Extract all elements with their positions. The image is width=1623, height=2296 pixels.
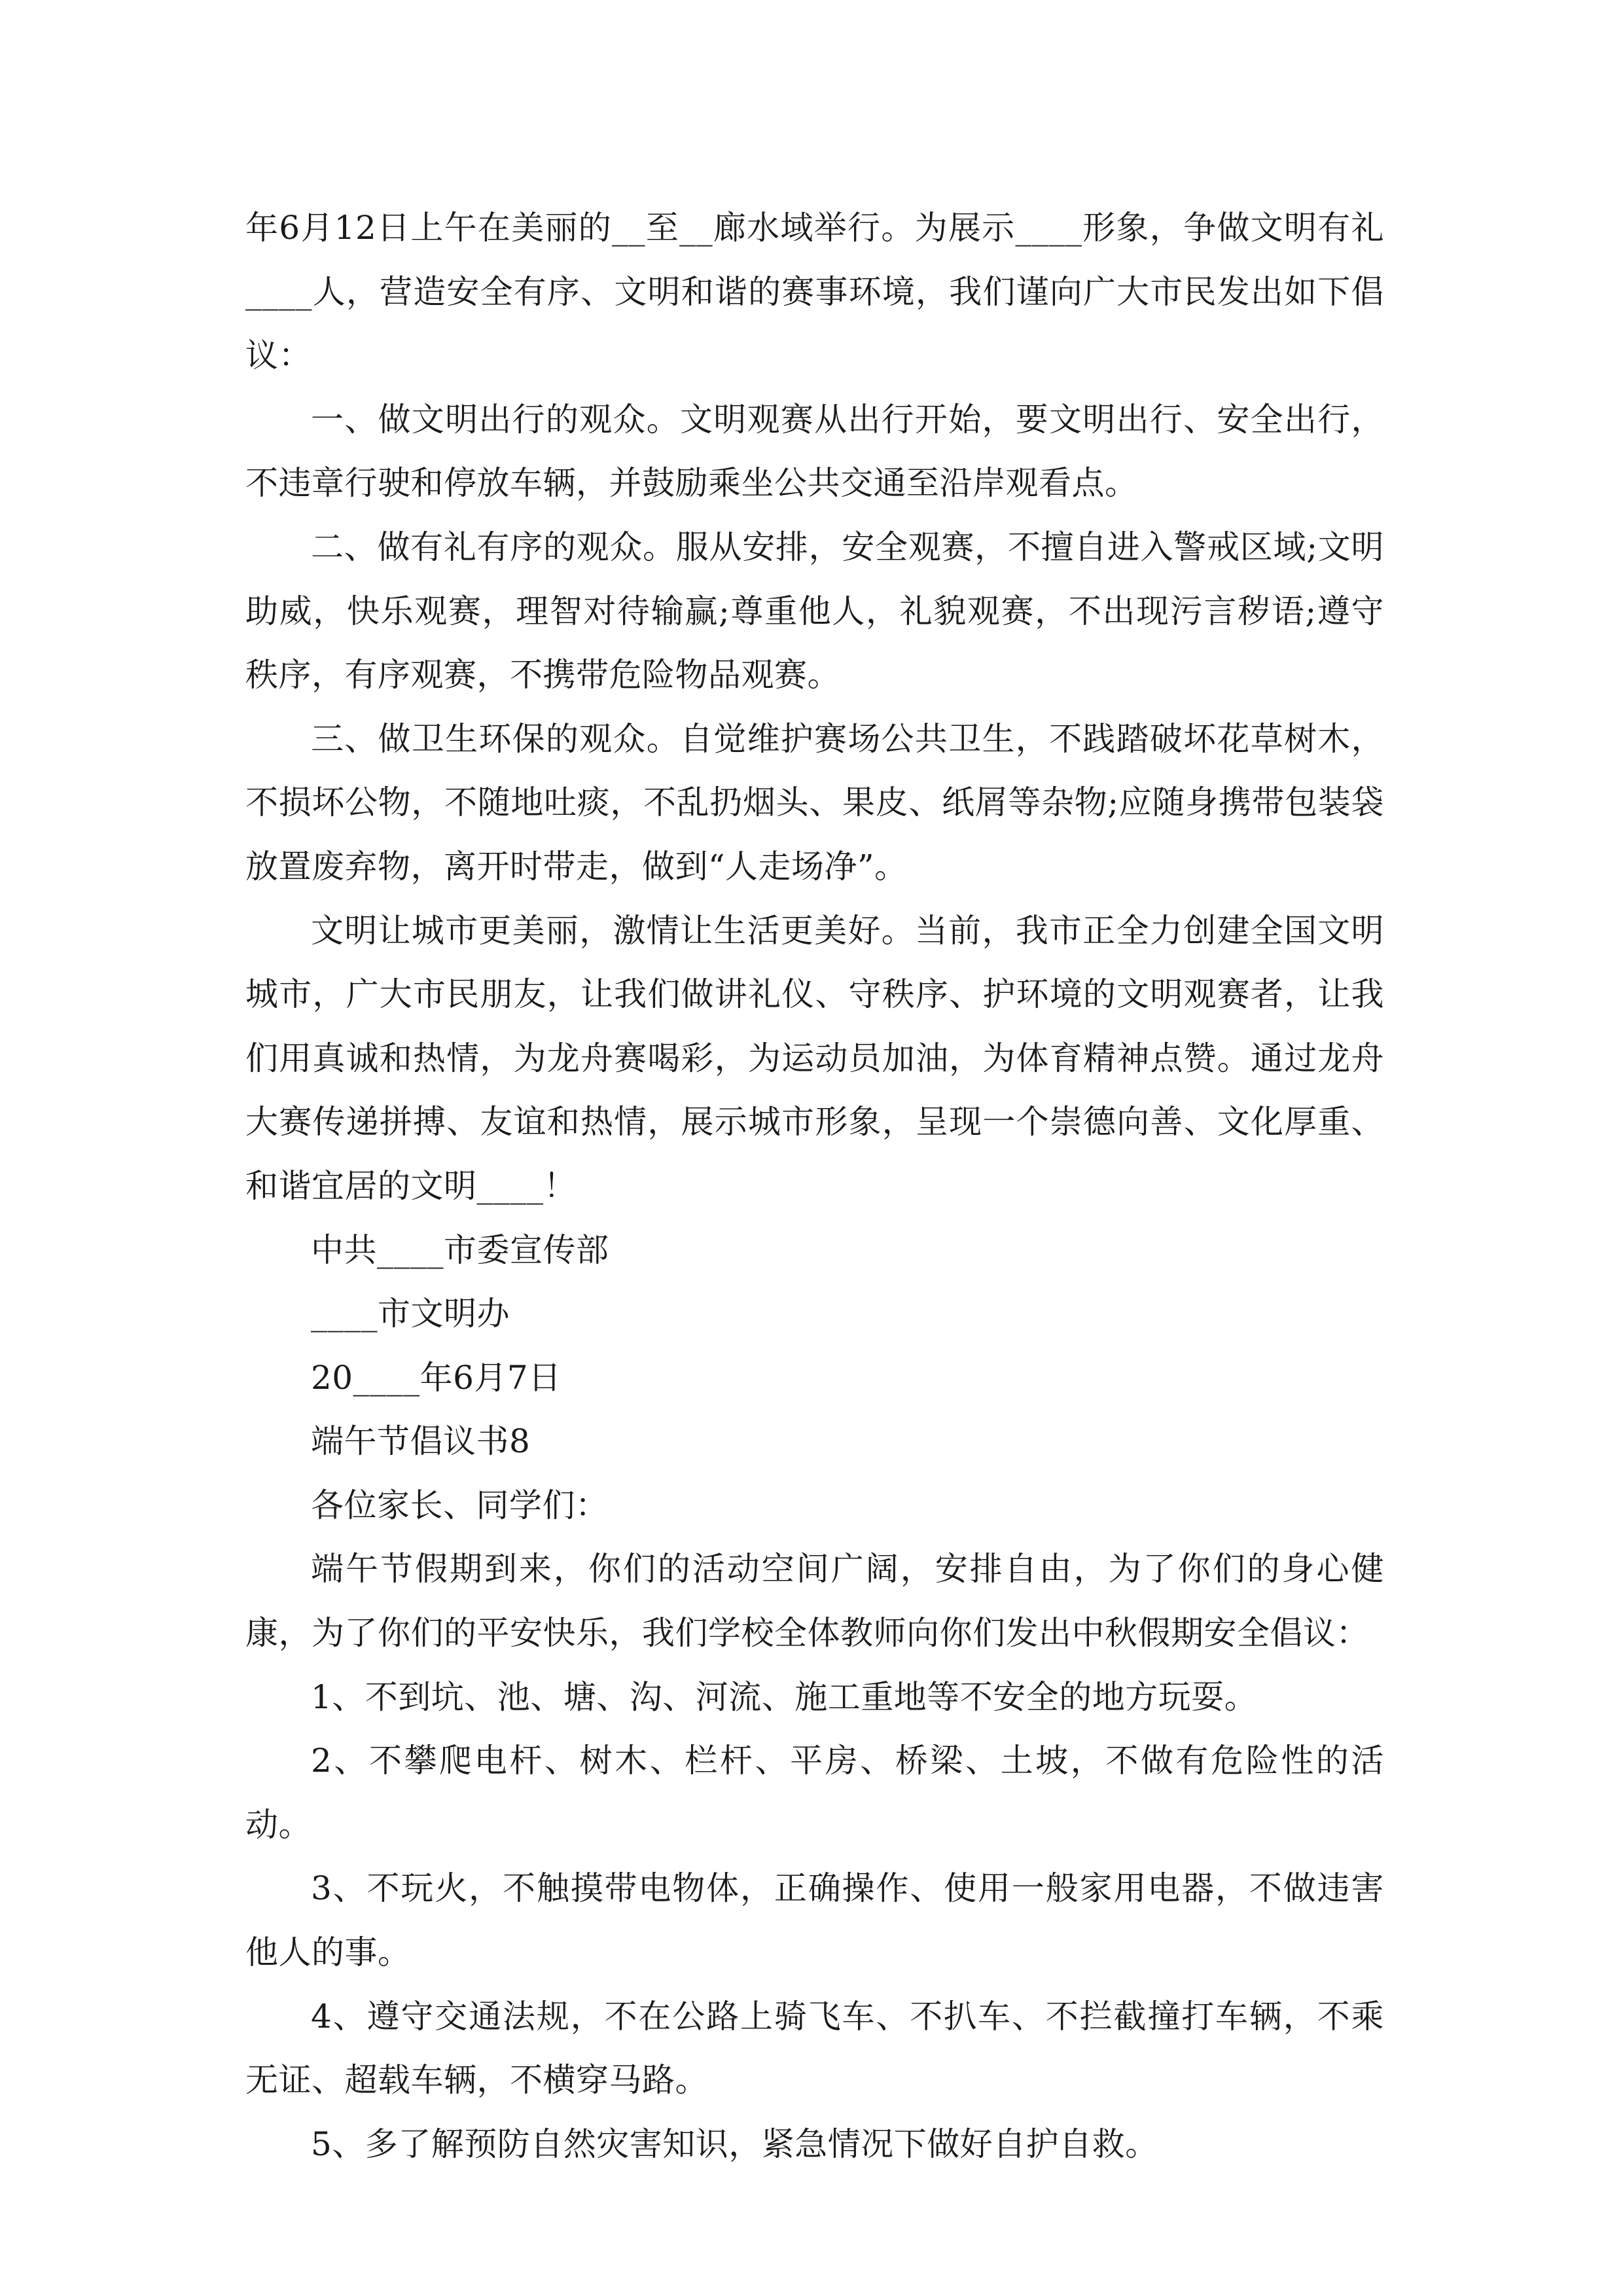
signature-date: 20____年6月7日 (311, 1358, 562, 1397)
signature-civilization-office: ____市文明办 (311, 1295, 510, 1333)
paragraph-item-1-travel: 一、做文明出行的观众。文明观赛从出行开始，要文明出行、安全出行，不违章行驶和停放车辆，并鼓励乘坐公共交通至沿岸观看点。 (245, 400, 1384, 503)
paragraph-closing-appeal: 文明让城市更美丽，激情让生活更美好。当前，我市正全力创建全国文明城市，广大市民朋友，让我们做讲礼仪、守秩序、护环境的文明观赛者，让我们用真诚和热情，为龙舟赛喝彩，为运动员加油，为体育精神点赞。通过龙舟大赛传递拼搏、友谊和热情，展示城市形象，呈现一个崇德向善、文化厚重、和谐宜居的文明____！ (245, 911, 1384, 1205)
paragraph-holiday-intro: 端午节假期到来，你们的活动空间广阔，安排自由，为了你们的身心健康，为了你们的平安快乐，我们学校全体教师向你们发出中秋假期安全倡议： (245, 1550, 1384, 1653)
salutation: 各位家长、同学们： (311, 1486, 609, 1524)
list-item-2: 2、不攀爬电杆、树木、栏杆、平房、桥梁、土坡，不做有危险性的活动。 (245, 1742, 1384, 1844)
document-body (245, 196, 1384, 2176)
list-item-5: 5、多了解预防自然灾害知识，紧急情况下做好自护自救。 (311, 2125, 1158, 2163)
list-item-4: 4、遵守交通法规，不在公路上骑飞车、不扒车、不拦截撞打车辆，不乘无证、超载车辆，不横穿马路。 (245, 1997, 1384, 2100)
signature-publicity-dept: 中共____市委宣传部 (311, 1230, 609, 1269)
paragraph-item-3-hygiene: 三、做卫生环保的观众。自觉维护赛场公共卫生，不践踏破坏花草树木，不损坏公物，不随地吐痰，不乱扔烟头、果皮、纸屑等杂物;应随身携带包装袋放置废弃物，离开时带走，做到“人走场净”。 (245, 719, 1384, 886)
paragraph-intro-continued: 年6月12日上午在美丽的__至__廊水域举行。为展示____形象，争做文明有礼____人，营造安全有序、文明和谐的赛事环境，我们谨向广大市民发出如下倡议： (245, 209, 1384, 375)
section-title: 端午节倡议书8 (311, 1422, 531, 1461)
paragraph-item-2-courtesy: 二、做有礼有序的观众。服从安排，安全观赛，不擅自进入警戒区域;文明助威，快乐观赛，理智对待输赢;尊重他人，礼貌观赛，不出现污言秽语;遵守秩序，有序观赛，不携带危险物品观赛。 (245, 528, 1384, 694)
list-item-3: 3、不玩火，不触摸带电物体，正确操作、使用一般家用电器，不做违害他人的事。 (245, 1869, 1384, 1972)
list-item-1: 1、不到坑、池、塘、沟、河流、施工重地等不安全的地方玩耍。 (311, 1677, 1258, 1716)
